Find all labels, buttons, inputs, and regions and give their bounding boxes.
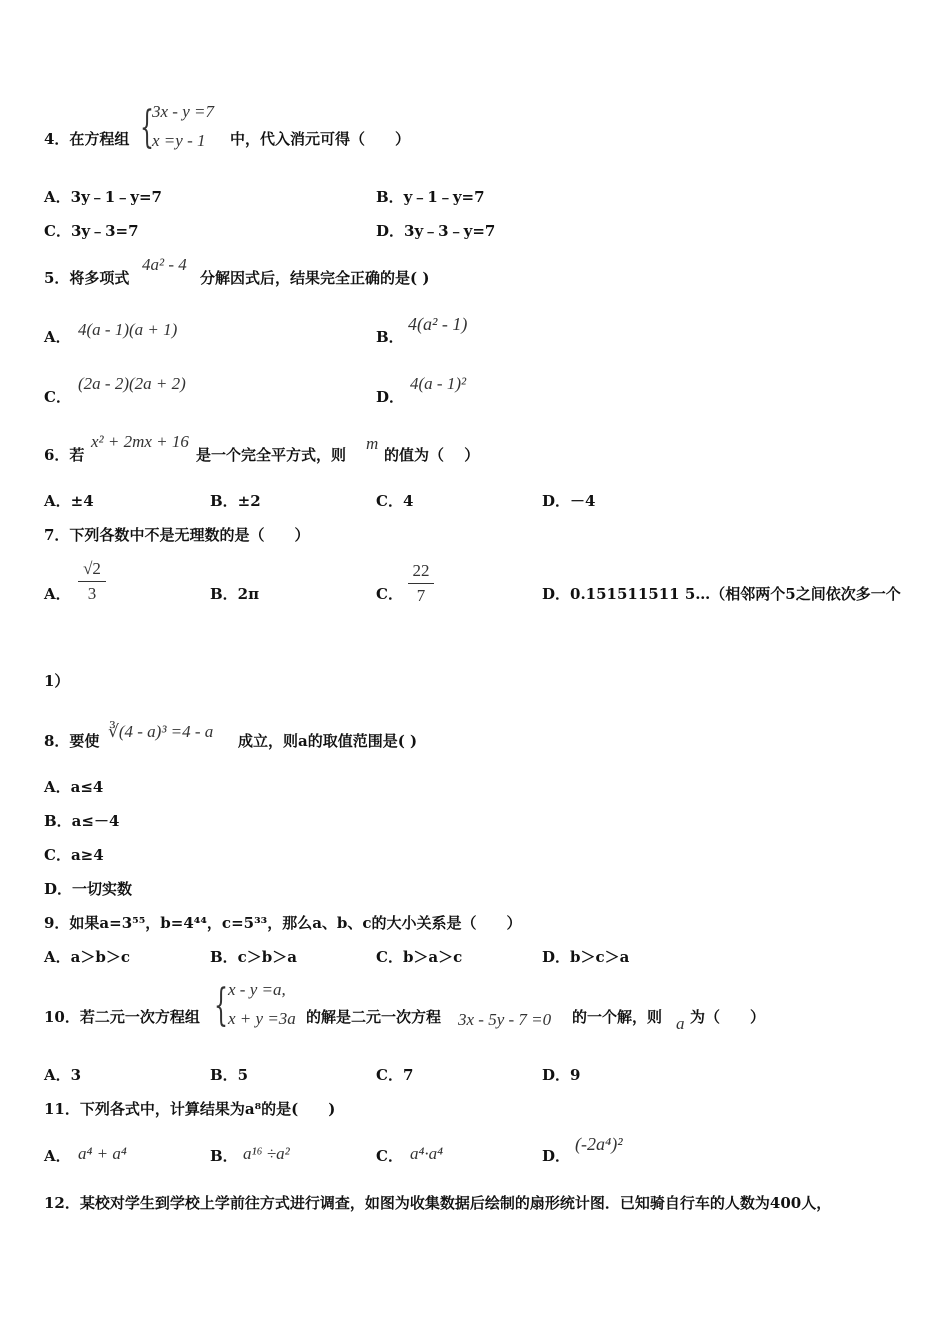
q7-option-c-numerator: 22 [412,561,430,580]
q5-option-a-expr: 4(a - 1)(a + 1) [78,320,178,339]
q5-option-b-expr: 4(a² - 1) [408,314,468,334]
q6-mid: 是一个完全平方式，则 [196,446,347,464]
q8-option-c: C．a≥4 [44,846,104,864]
q7-option-b: B．2π [210,585,260,603]
q6-stem: 6．若 [44,446,85,464]
q5-option-c-label: C． [44,388,71,406]
q7-stem: 7．下列各数中不是无理数的是（ ） [44,526,310,544]
q10-eq1: x - y =a, [228,980,286,999]
q6-option-b: B．±2 [210,492,261,510]
q11-option-d-label: D． [542,1147,571,1165]
q10-stem: 10．若二元一次方程组 [44,1008,200,1026]
q8-rest: 成立，则a的取值范围是( ) [238,732,418,750]
q8-expr: ∛(4 - a)³ =4 - a [108,722,214,741]
q9-option-a: A．a＞b＞c [44,948,130,966]
q6-option-d: D．－4 [542,492,596,510]
q6-option-c: C．4 [376,492,414,510]
q9-option-b: B．c＞b＞a [210,948,298,966]
q5-stem: 5．将多项式 [44,269,130,287]
q12-stem: 12．某校对学生到学校上学前往方式进行调查，如图为收集数据后绘制的扇形统计图．已知骑自行车的人数为400人， [44,1194,832,1212]
q10-option-a: A．3 [44,1066,82,1084]
q10-mid2: 的一个解，则 [572,1008,663,1026]
q11-option-c-label: C． [376,1147,403,1165]
q5-expr: 4a² - 4 [142,255,187,274]
q7-option-c-denominator: 7 [416,586,426,605]
q8-option-a: A．a≤4 [44,778,104,796]
q6-option-a: A．±4 [44,492,94,510]
q8-option-b: B．a≤－4 [44,812,120,830]
q9-option-c: C．b＞a＞c [376,948,463,966]
q4-option-b: B．y﹣1﹣y=7 [376,188,485,206]
q4-eq1: 3x - y =7 [152,102,214,121]
q7-option-c-fraction [408,561,434,606]
q11-option-a-expr: a⁴ + a⁴ [78,1144,127,1163]
q5-option-c-expr: (2a - 2)(2a + 2) [78,374,186,393]
q7-option-a-denominator: 3 [87,584,97,603]
q7-option-c-label: C． [376,585,403,603]
q11-option-b-label: B． [210,1147,238,1165]
q11-option-a-label: A． [44,1147,71,1165]
q10-mid: 的解是二元一次方程 [306,1008,442,1026]
q10-eq2: x + y =3a [228,1009,296,1028]
q11-option-c-expr: a⁴·a⁴ [410,1144,444,1163]
q4-option-c: C．3y﹣3=7 [44,222,139,240]
q6-var: m [366,434,379,453]
q10-option-c: C．7 [376,1066,414,1084]
q7-option-a-numerator: √2 [83,559,101,578]
q10-var: a [676,1014,685,1033]
q4-brace: { [140,102,154,153]
q5-rest: 分解因式后，结果完全正确的是( ) [200,269,430,287]
q7-option-a-label: A． [44,585,71,603]
q10-eq3: 3x - 5y - 7 =0 [458,1010,552,1029]
q9-stem: 9．如果a=3⁵⁵，b=4⁴⁴，c=5³³，那么a、b、c的大小关系是（ ） [44,914,522,932]
q11-option-d-expr: (-2a⁴)² [575,1134,623,1154]
q5-option-d-label: D． [376,388,405,406]
q7-option-d: D．0.151511511 5…（相邻两个5之间依次多一个 [542,585,901,603]
q5-option-d-expr: 4(a - 1)² [410,374,467,393]
q4-eq2: x =y - 1 [152,131,206,150]
q7-option-a-fraction [78,559,106,604]
q11-option-b-expr: a¹⁶ ÷a² [243,1144,290,1163]
q4-stem: 4．在方程组 [44,130,130,148]
q8-option-d: D．一切实数 [44,880,133,898]
q4-option-d: D．3y﹣3﹣y=7 [376,222,496,240]
q10-brace: { [214,980,228,1031]
q11-stem: 11．下列各式中，计算结果为a⁸的是( ) [44,1100,336,1118]
q7-option-d-continued: 1） [44,672,70,690]
q10-option-b: B．5 [210,1066,249,1084]
q6-expr: x² + 2mx + 16 [91,432,189,451]
q10-rest: 为（ ） [690,1008,766,1026]
fraction-bar [78,581,106,582]
q5-option-a-label: A． [44,328,71,346]
q4-rest: 中，代入消元可得（ ） [230,130,411,148]
q8-stem: 8．要使 [44,732,100,750]
q5-option-b-label: B． [376,328,404,346]
q6-rest: 的值为（ ） [384,446,480,464]
fraction-bar [408,583,434,584]
q10-option-d: D．9 [542,1066,581,1084]
q4-option-a: A．3y﹣1﹣y=7 [44,188,162,206]
q9-option-d: D．b＞c＞a [542,948,630,966]
